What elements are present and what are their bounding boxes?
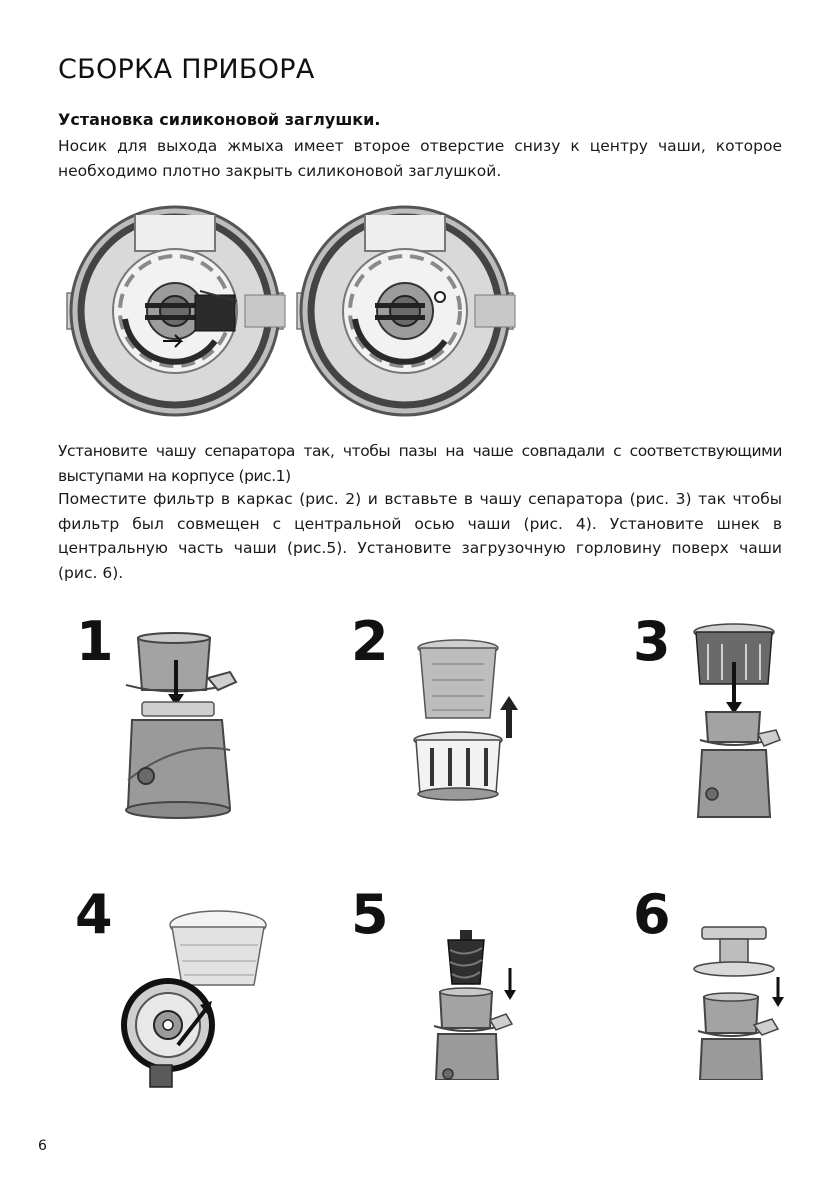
step-2-illustration <box>408 636 528 806</box>
step-number-3: 3 <box>633 610 671 673</box>
step-number-5: 5 <box>351 883 389 946</box>
page-title: СБОРКА ПРИБОРА <box>58 54 315 85</box>
bowl-top-view-before <box>67 207 285 415</box>
page-number: 6 <box>38 1138 47 1154</box>
assembly-instructions: Поместите фильтр в каркас (рис. 2) и вставьте в чашу сепаратора (рис. 3) так чтобы фильтр был совмещен с центральной осью чаши (рис. 4). Установите шнек в центральную часть чаши (рис.5). Установите загрузочную горловину поверх чаши (рис. 6). <box>58 490 782 582</box>
step-number-2: 2 <box>351 610 389 673</box>
step-4-illustration <box>118 905 273 1090</box>
section-heading-silicone-plug: Установка силиконовой заглушки. <box>58 110 381 129</box>
step-number-4: 4 <box>75 883 113 946</box>
bowl-top-view-after <box>297 207 515 415</box>
bowl-installation-instructions: Установите чашу сепаратора так, чтобы пазы на чаше совпадали с соответствующими выступами на корпусе (рис.1) <box>58 442 782 485</box>
step-1-illustration <box>118 630 248 825</box>
step-3-illustration <box>688 622 788 827</box>
step-5-illustration <box>430 928 540 1080</box>
step-6-illustration <box>692 925 792 1080</box>
silicone-plug-instructions: Носик для выхода жмыха имеет второе отверстие снизу к центру чаши, которое необходимо плотно закрыть силиконовой заглушкой. <box>58 137 782 180</box>
step-number-6: 6 <box>633 883 671 946</box>
bowl-top-view-figures <box>60 203 530 418</box>
step-number-1: 1 <box>76 610 114 673</box>
